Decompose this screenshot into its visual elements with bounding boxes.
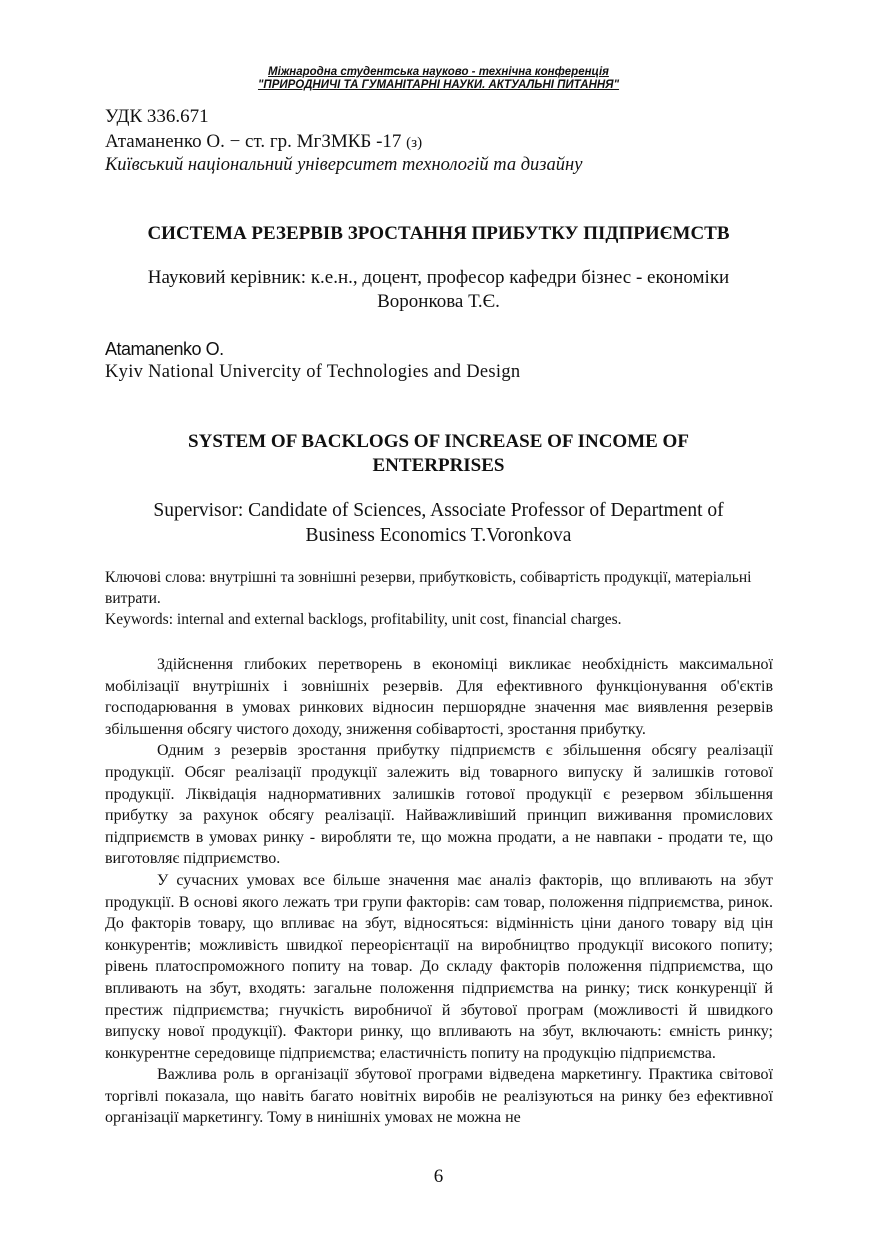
supervisor-english-line-1: Supervisor: Candidate of Sciences, Associate Professor of Department of — [153, 500, 724, 521]
conference-header-line-2: "ПРИРОДНИЧІ ТА ГУМАНІТАРНІ НАУКИ. АКТУАЛЬНІ ПИТАННЯ" — [257, 79, 620, 91]
keywords-ukrainian: Ключові слова: внутрішні та зовнішні резерви, прибутковість, собівартість продукції, матеріальні витрати. — [105, 569, 752, 607]
article-title-english-line-1: SYSTEM OF BACKLOGS OF INCREASE OF INCOME OF — [188, 431, 689, 452]
author-ukrainian-name: Атаманенко О. − ст. гр. МгЗМКБ -17 — [105, 131, 407, 152]
supervisor-english — [0, 498, 877, 548]
udk-code: УДК 336.671 — [105, 106, 209, 127]
body-paragraph: У сучасних умовах все більше значення має аналіз факторів, що впливають на збут продукції. В основі якого лежать три групи факторів: сам товар, положення підприємства, ринок. До факторів товару, що впливає на збут, відносяться: відмінність ціни даного товару від цін конкурентів; можливість швидкої переорієнтації на виробництво продукції високого попиту; рівень платоспроможного попиту на товар. До складу факторів положення підприємства, що впливають на збут, входять: загальне положення підприємства на ринку; тиск конкуренції й престиж підприємства; гнучкість виробничої й збутової програм (можливості й швидкого випуску нової продукції). Фактори ринку, що впливають на збут, включають: ємність ринку; конкурентне середовище підприємства; еластичність попиту на продукцію підприємства. — [105, 871, 773, 1062]
body-paragraph: Здійснення глибоких перетворень в економіці викликає необхідність максимальної мобілізації внутрішніх і зовнішніх резервів. Для ефективного функціонування об'єктів господарювання в умовах ринкових відносин першорядне значення має виявлення резервів збільшення обсягу чистого доходу, зниження собівартості, зростання прибутку. — [105, 656, 773, 738]
article-title-english — [0, 430, 877, 478]
supervisor-english-line-2: Business Economics T.Voronkova — [305, 525, 572, 546]
body-paragraph: Одним з резервів зростання прибутку підприємств є збільшення обсягу реалізації продукції. Обсяг реалізації продукції залежить від товарного випуску й залишків готової продукції. Ліквідація наднормативних залишків готової продукції є резервом збільшення прибутку за рахунок обсягу реалізації. Найважливіший принцип виживання промислових підприємств в умовах ринку - виробляти те, що можна продати, а не навпаки - продати те, що виготовляє підприємство. — [105, 742, 773, 868]
author-ukrainian — [105, 131, 422, 153]
university-english: Kyiv National Univercity of Technologies and Design — [105, 362, 521, 382]
author-english: Atamanenko O. — [105, 339, 224, 359]
article-title-ukrainian: СИСТЕМА РЕЗЕРВІВ ЗРОСТАННЯ ПРИБУТКУ ПІДПРИЄМСТВ — [147, 223, 730, 244]
conference-header-line-1: Міжнародна студентська науково - технічна конференція — [268, 66, 609, 78]
article-title-english-line-2: ENTERPRISES — [372, 455, 505, 476]
article-body — [105, 654, 773, 1129]
page-number: 6 — [433, 1166, 444, 1187]
supervisor-ukrainian-line-1: Науковий керівник: к.е.н., доцент, професор кафедри бізнес - економіки — [147, 267, 730, 288]
author-ukrainian-suffix: (з) — [406, 135, 423, 151]
university-ukrainian: Київський національний університет технологій та дизайну — [105, 155, 583, 175]
supervisor-ukrainian-line-2: Воронкова Т.Є. — [377, 291, 500, 312]
keywords-english: Keywords: internal and external backlogs, profitability, unit cost, financial charges. — [105, 611, 622, 628]
supervisor-ukrainian — [0, 266, 877, 314]
body-paragraph: Важлива роль в організації збутової програми відведена маркетингу. Практика світової торгівлі показала, що навіть багато новітніх виробів не реалізуються на ринку без ефективної організації маркетингу. Тому в нинішніх умовах не можна не — [105, 1066, 773, 1127]
